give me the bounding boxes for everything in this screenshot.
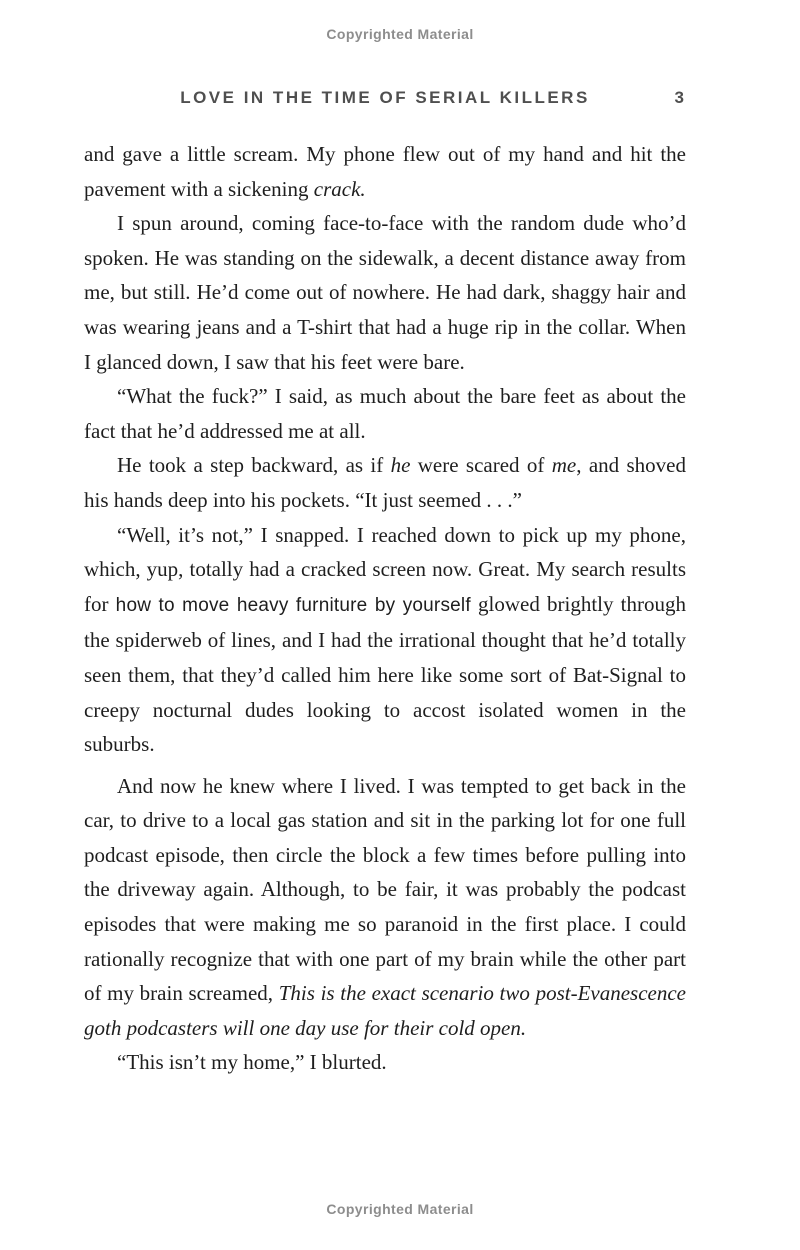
paragraph: [84, 1045, 686, 1080]
copyright-watermark-top: Copyrighted Material: [326, 26, 474, 42]
search-query-text: how to move heavy furniture by yourself: [115, 594, 471, 616]
running-header: [84, 88, 686, 114]
text-run: he: [390, 453, 411, 478]
text-run: And now he knew where I lived. I was tempted to get back in the car, to drive to a local gas station and sit in the parking lot for one full podcast episode, then circle the block a few times before pulling into the driveway again. Although, to be fair, it was probably the podcast episodes that were making me so paranoid in the first place. I could rationally recognize that with one part of my brain while the other part of my brain screamed,: [84, 773, 686, 1006]
paragraph: [84, 769, 686, 1046]
text-run: “This isn’t my home,” I blurted.: [117, 1050, 387, 1075]
page-number: 3: [674, 88, 684, 107]
text-run: , and shoved his hands deep into his pockets. “It just seemed . . .”: [84, 453, 686, 512]
text-run: He took a step backward, as if: [117, 453, 391, 478]
paragraph: [84, 137, 686, 206]
copyright-watermark-bottom: Copyrighted Material: [326, 1201, 474, 1217]
body-text: [84, 137, 686, 1080]
text-run: This is the exact scenario two post-Evanescence goth podcasters will one day use for their cold open.: [84, 981, 687, 1040]
running-header-title: LOVE IN THE TIME OF SERIAL KILLERS: [180, 88, 590, 107]
text-run: were scared of: [410, 453, 552, 478]
paragraph: [84, 448, 686, 517]
text-run: glowed brightly through the spiderweb of lines, and I had the irrational thought that he’d totally seen them, that they’d called him here like some sort of Bat-Signal to creepy nocturnal dudes looking to accost isolated women in the suburbs.: [84, 591, 686, 757]
text-run: “What the fuck?” I said, as much about the bare feet as about the fact that he’d addressed me at all.: [84, 384, 686, 443]
text-run: me: [551, 453, 577, 478]
text-run: and gave a little scream. My phone flew out of my hand and hit the pavement with a sickening: [84, 142, 686, 201]
paragraph: [84, 518, 686, 762]
text-run: “Well, it’s not,” I snapped. I reached down to pick up my phone, which, yup, totally had a cracked screen now. Great. My search results for: [84, 522, 686, 616]
text-run: I spun around, coming face-to-face with the random dude who’d spoken. He was standing on the sidewalk, a decent distance away from me, but still. He’d come out of nowhere. He had dark, shaggy hair and was wearing jeans and a T-shirt that had a huge rip in the collar. When I glanced down, I saw that his feet were bare.: [84, 211, 686, 374]
paragraph: [84, 379, 686, 448]
text-run: crack.: [313, 176, 366, 201]
paragraph: [84, 206, 686, 379]
